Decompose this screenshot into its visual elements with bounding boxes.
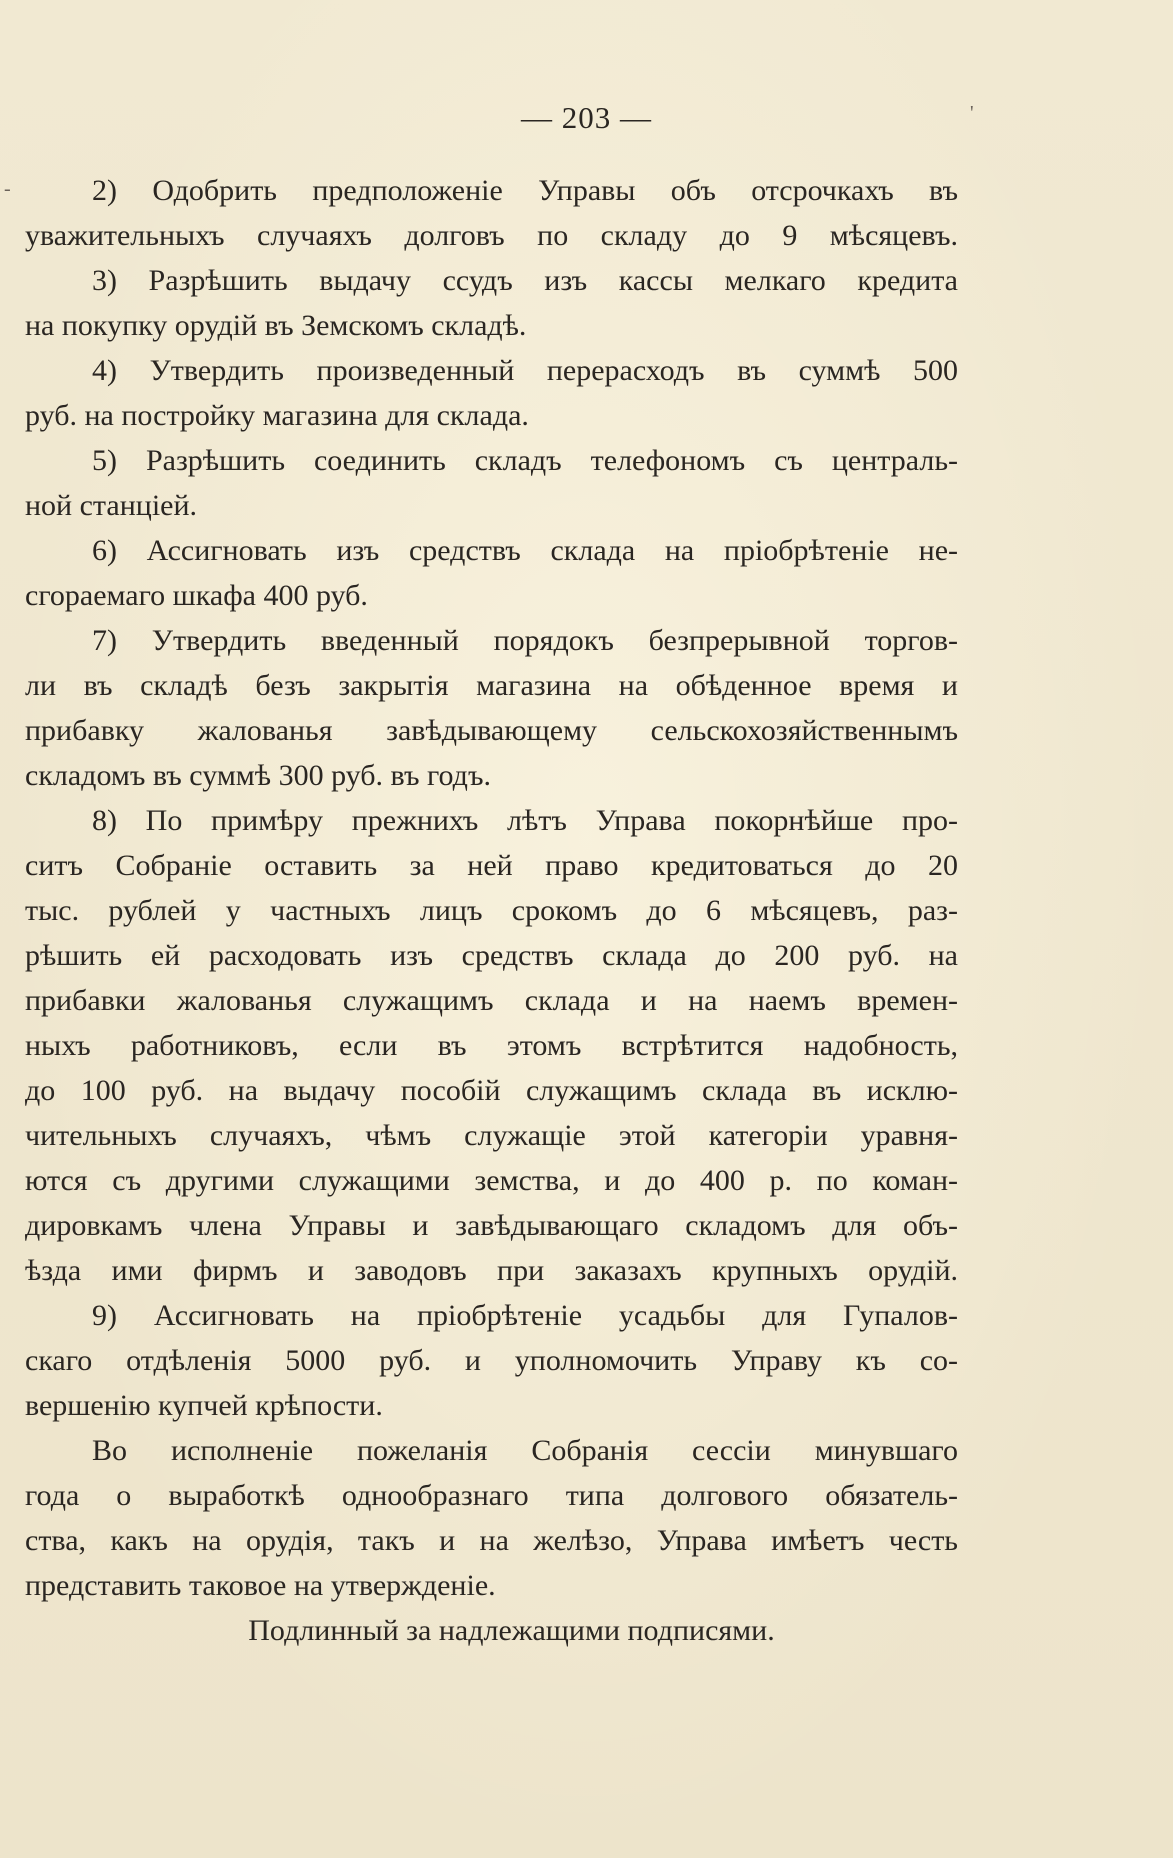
text-line: ныхъ работниковъ, если въ этомъ встрѣтится надобность, [25, 1029, 958, 1062]
text-line: руб. на постройку магазина для склада. [25, 399, 529, 432]
text-line: 3) Разрѣшить выдачу ссудъ изъ кассы мелкаго кредита [92, 264, 958, 297]
text-line: 9) Ассигновать на пріобрѣтеніе усадьбы для Гупалов- [92, 1299, 958, 1332]
text-line: ства, какъ на орудія, такъ и на желѣзо, Управа имѣетъ честь [25, 1524, 958, 1557]
text-line: прибавки жалованья служащимъ склада и на наемъ времен- [25, 984, 958, 1017]
text-line: на покупку орудій въ Земскомъ складѣ. [25, 309, 527, 342]
body-text [25, 168, 958, 1653]
text-line: 8) По примѣру прежнихъ лѣтъ Управа покорнѣйше про- [92, 804, 958, 837]
margin-dash-mark: - [4, 178, 11, 200]
margin-tick-mark: ' [970, 102, 974, 124]
text-line: дировкамъ члена Управы и завѣдывающаго складомъ для объ- [25, 1209, 958, 1242]
text-line: складомъ въ суммѣ 300 руб. въ годъ. [25, 759, 491, 792]
text-line: 2) Одобрить предположеніе Управы объ отсрочкахъ въ [92, 174, 958, 207]
text-line: 5) Разрѣшить соединить складъ телефономъ съ централь- [92, 444, 958, 477]
text-line: ной станціей. [25, 489, 198, 522]
text-line: 6) Ассигновать изъ средствъ склада на пріобрѣтеніе не- [92, 534, 958, 567]
text-line: скаго отдѣленія 5000 руб. и уполномочить Управу къ со- [25, 1344, 958, 1377]
text-line: ли въ складѣ безъ закрытія магазина на обѣденное время и [25, 669, 958, 702]
text-line: ются съ другими служащими земства, и до 400 р. по коман- [25, 1164, 958, 1197]
text-line: до 100 руб. на выдачу пособій служащимъ склада въ исклю- [25, 1074, 958, 1107]
text-line: года о выработкѣ однообразнаго типа долгового обязатель- [25, 1479, 958, 1512]
text-line: 7) Утвердить введенный порядокъ безпрерывной торгов- [92, 624, 958, 657]
signature-line: Подлинный за надлежащими подписями. [248, 1614, 775, 1647]
text-line: рѣшить ей расходовать изъ средствъ склада до 200 руб. на [25, 939, 958, 972]
text-line: уважительныхъ случаяхъ долговъ по складу до 9 мѣсяцевъ. [25, 219, 958, 252]
text-line: 4) Утвердить произведенный перерасходъ въ суммѣ 500 [92, 354, 958, 387]
page-number: — 203 — [521, 100, 652, 135]
text-line: вершенію купчей крѣпости. [25, 1389, 383, 1422]
text-line: ситъ Собраніе оставить за ней право кредитоваться до 20 [25, 849, 958, 882]
text-line: представить таковое на утвержденіе. [25, 1569, 496, 1602]
text-line: Во исполненіе пожеланія Собранія сессіи минувшаго [92, 1434, 958, 1467]
text-line: сгораемаго шкафа 400 руб. [25, 579, 368, 612]
text-line: тыс. рублей у частныхъ лицъ срокомъ до 6 мѣсяцевъ, раз- [25, 894, 958, 927]
text-line: чительныхъ случаяхъ, чѣмъ служащіе этой категоріи уравня- [25, 1119, 958, 1152]
text-line: ѣзда ими фирмъ и заводовъ при заказахъ крупныхъ орудій. [25, 1254, 958, 1287]
text-line: прибавку жалованья завѣдывающему сельскохозяйственнымъ [25, 714, 958, 747]
